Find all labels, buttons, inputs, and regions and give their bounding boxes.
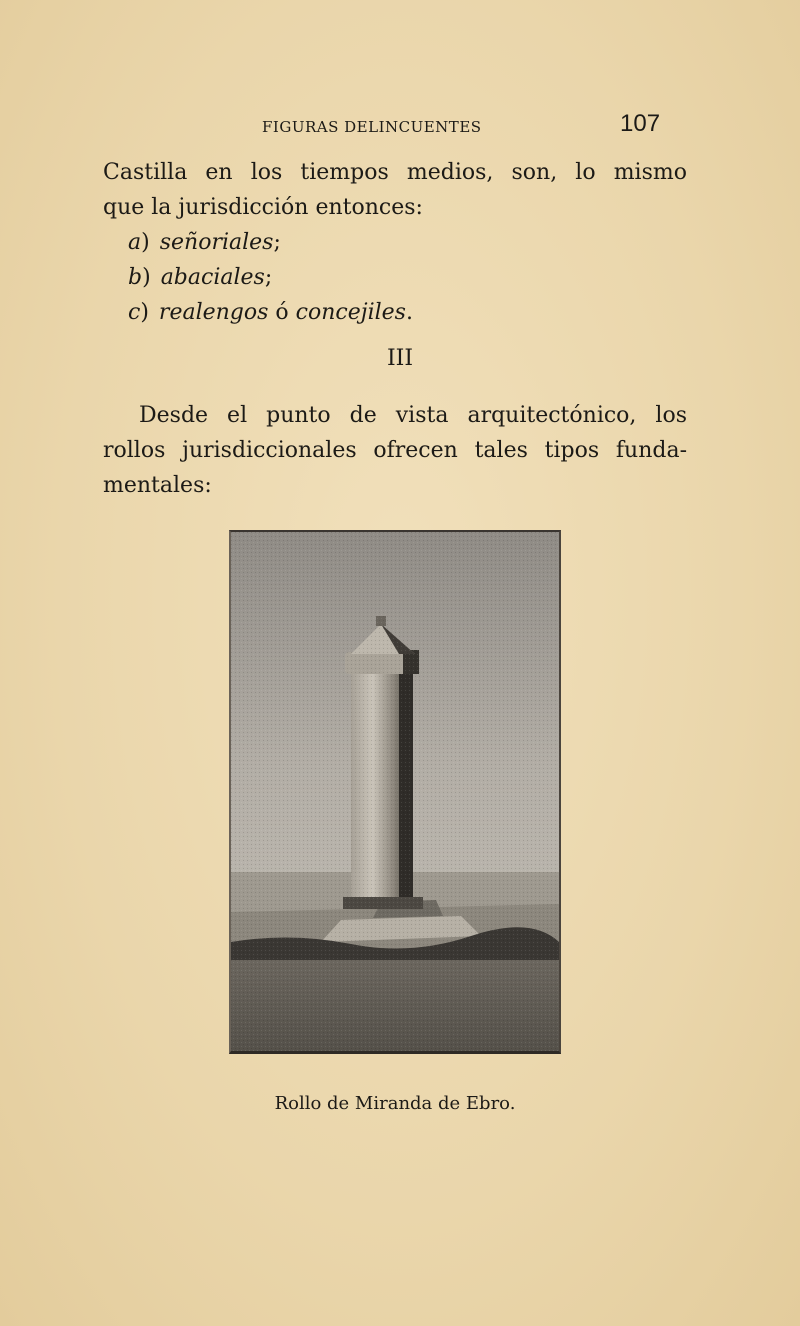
section-heading: III [386,346,414,371]
jurisdiction-list [128,225,413,330]
figure-photo-frame [229,530,561,1054]
text-line: mentales: [103,473,212,498]
list-item-text: señoriales [159,230,274,255]
paragraph-intro [103,155,687,225]
list-item-text: abaciales [160,265,265,290]
text-line: rollos jurisdiccionales ofrecen tales tipos funda- [103,438,687,463]
list-conjunction: ó [275,300,289,325]
running-title: FIGURAS DELINCUENTES [262,118,482,136]
list-item: a) señoriales; [128,230,281,255]
list-item: b) abaciales; [128,265,273,290]
text-line: Desde el punto de vista arquitectónico, los [139,403,687,428]
running-head [100,110,660,146]
list-item-text: realengos [158,300,269,325]
pillory-column-photo [231,532,559,1051]
text-line: Castilla en los tiempos medios, son, lo mismo [103,160,687,185]
list-marker: a) [128,230,150,255]
figure-caption: Rollo de Miranda de Ebro. [274,1093,516,1114]
list-marker: c) [128,300,149,325]
list-item-text: concejiles [295,300,406,325]
list-item: c) realengos ó concejiles. [128,300,413,325]
page-number: 107 [620,110,661,137]
text-line: que la jurisdicción entonces: [103,195,423,220]
list-marker: b) [128,265,151,290]
paragraph-architecture [103,398,687,503]
